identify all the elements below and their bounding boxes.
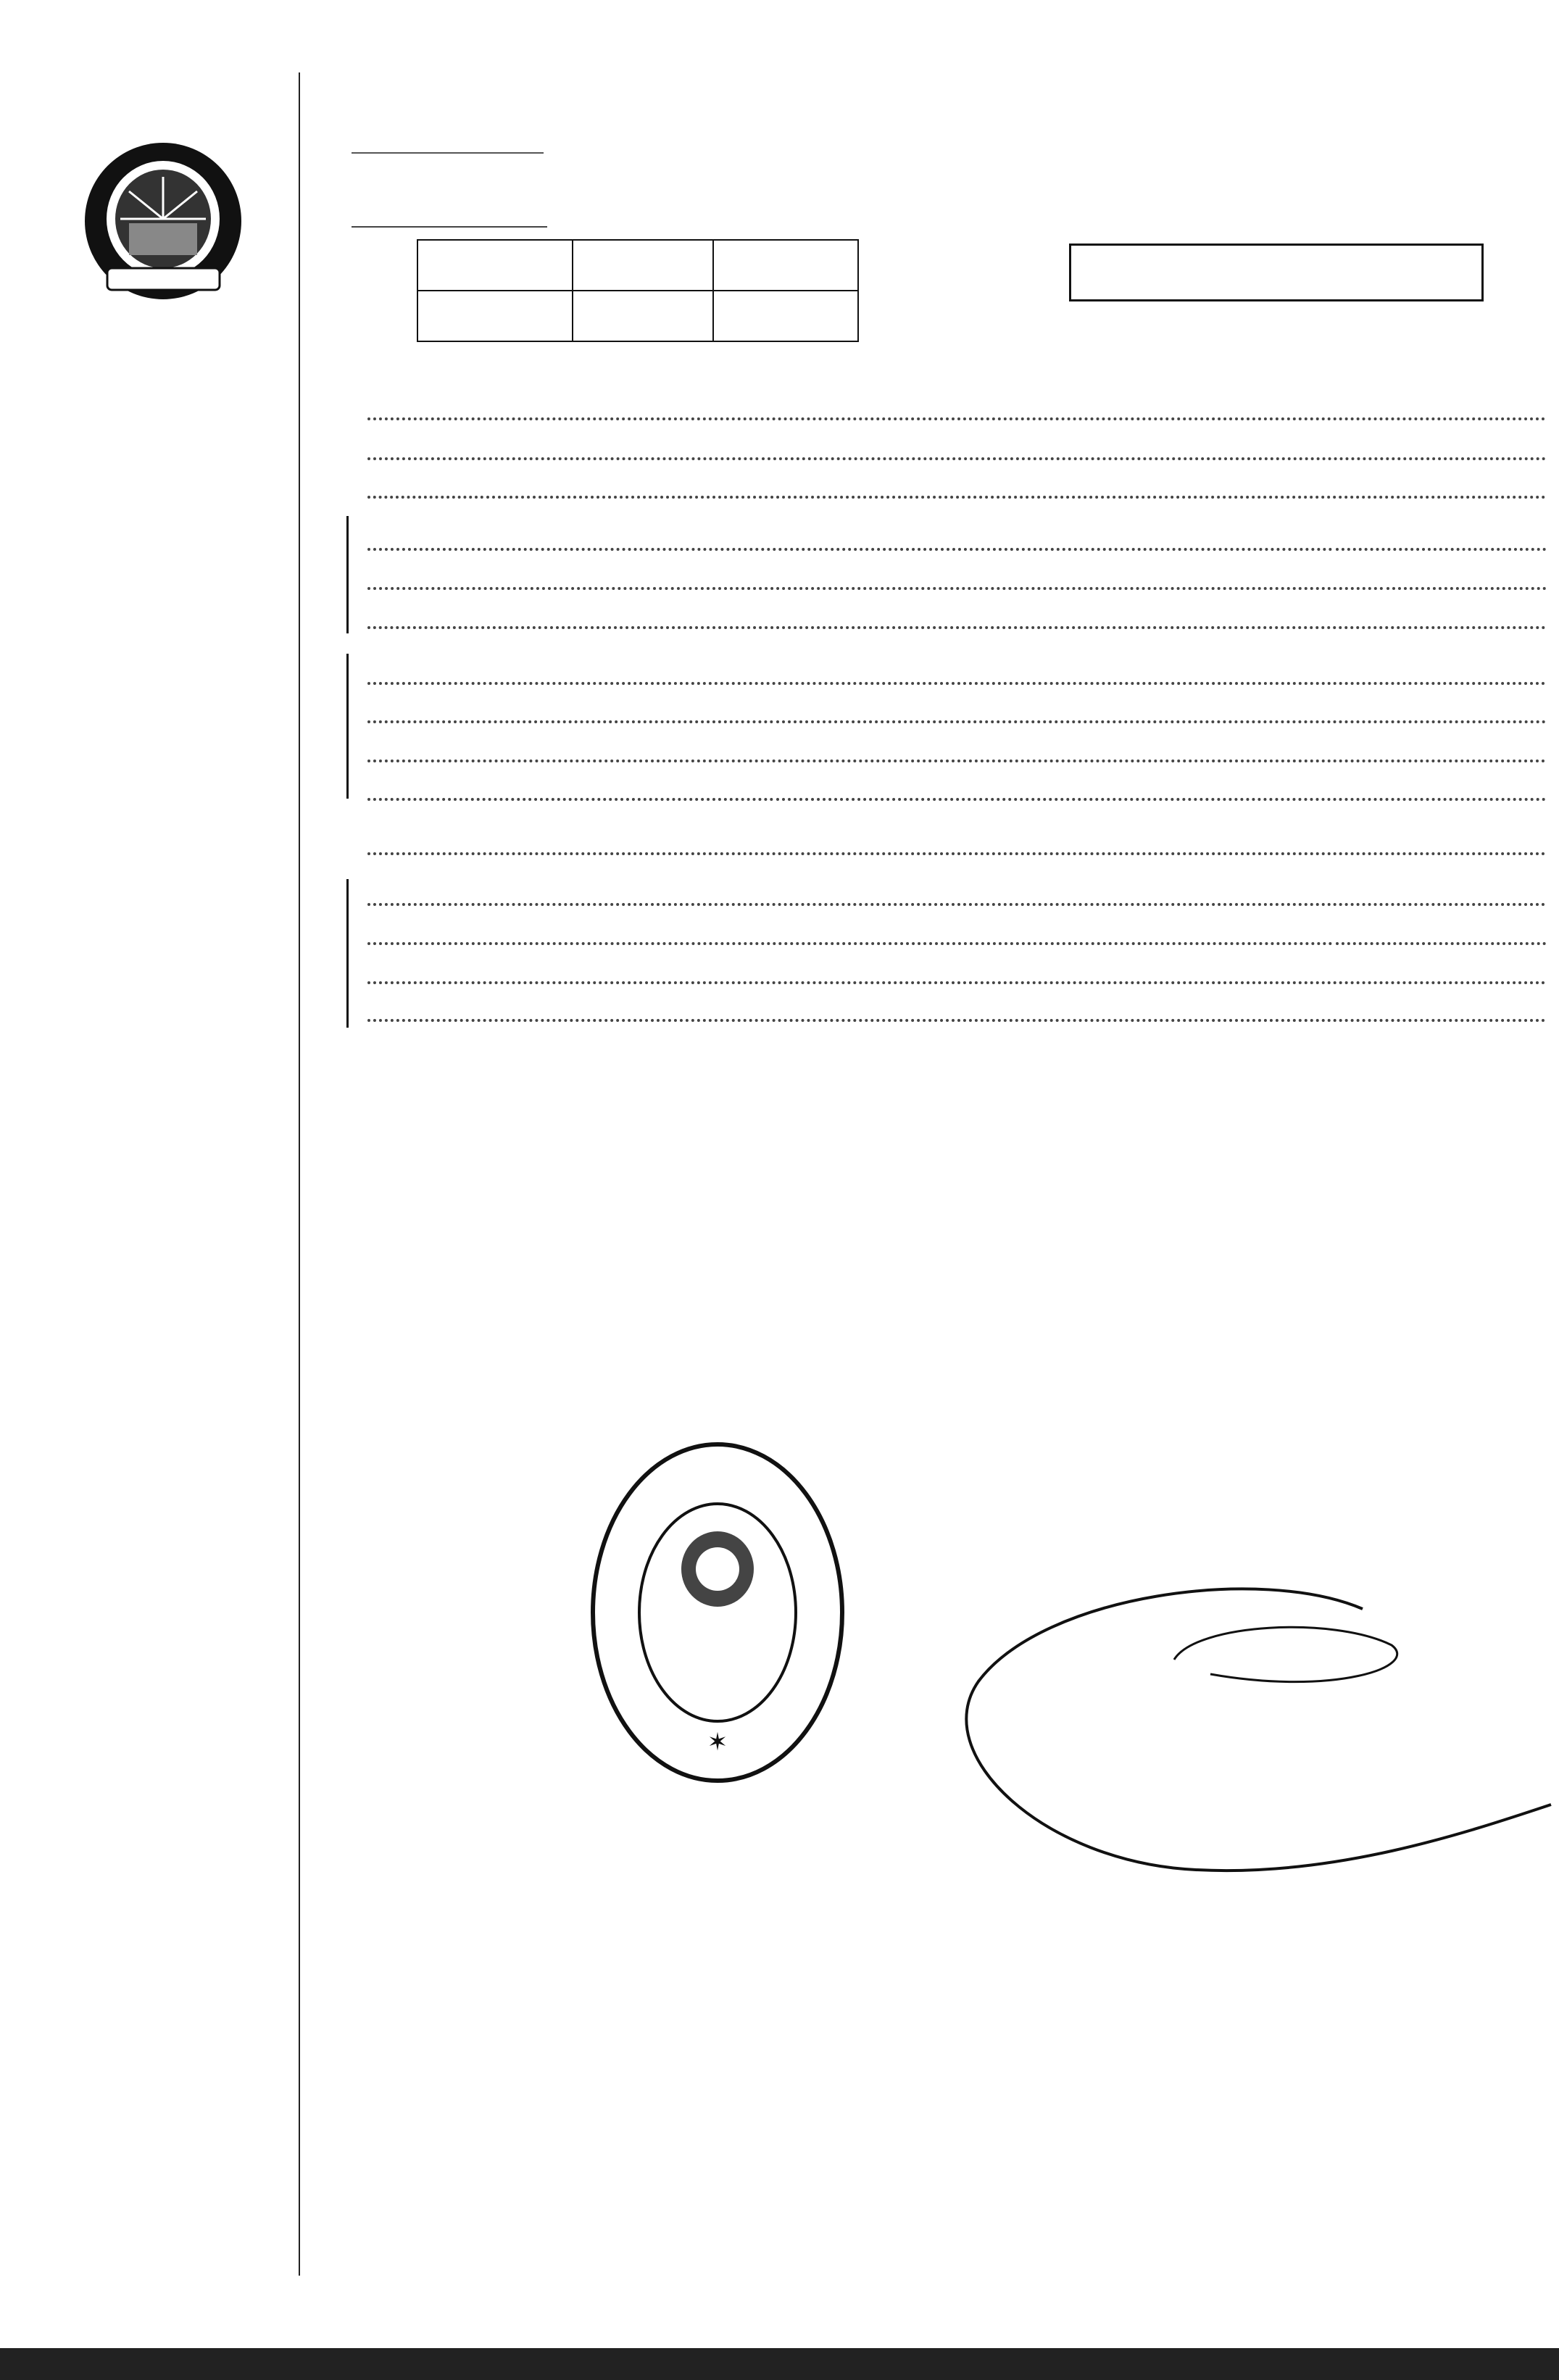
domicilio-field bbox=[367, 962, 1546, 984]
nacido-name-row bbox=[366, 522, 1547, 557]
record-type-box bbox=[1069, 244, 1484, 301]
padres-bracket bbox=[346, 654, 352, 799]
mother-row bbox=[366, 733, 1547, 768]
table-header-tomo bbox=[417, 240, 573, 291]
provincial-coat-of-arms-logo bbox=[78, 138, 249, 304]
cert-field bbox=[367, 884, 1546, 906]
apellido-field bbox=[367, 833, 1546, 855]
father-doc-field bbox=[367, 702, 773, 723]
dni-field bbox=[1336, 529, 1546, 551]
place-row bbox=[366, 391, 1547, 426]
declarante-bracket bbox=[346, 879, 352, 1028]
official-seal bbox=[587, 1439, 848, 1786]
domicilio-row bbox=[366, 955, 1547, 990]
birth-place-field bbox=[544, 607, 1546, 629]
year-row bbox=[366, 470, 1547, 504]
mother-doc-field bbox=[367, 779, 773, 801]
born-year-field bbox=[1387, 568, 1546, 590]
time-field bbox=[367, 607, 541, 629]
authorized-signature bbox=[957, 1565, 1559, 1877]
margin-rule bbox=[299, 72, 300, 2276]
obra-field bbox=[367, 1000, 1546, 1022]
mother-doc-row bbox=[366, 772, 1547, 807]
cert-row bbox=[366, 877, 1547, 912]
serial-rule-top bbox=[352, 152, 544, 154]
place-field bbox=[367, 399, 1546, 420]
name-field bbox=[367, 529, 1333, 551]
sex-field bbox=[367, 568, 650, 590]
registry-table bbox=[417, 239, 859, 342]
table-header-anio bbox=[713, 240, 858, 291]
table-value-acta bbox=[573, 291, 713, 341]
nacido-bracket bbox=[346, 516, 352, 633]
date-row bbox=[366, 431, 1547, 466]
day-field bbox=[367, 438, 759, 460]
born-month-field bbox=[707, 568, 1384, 590]
father-row bbox=[366, 656, 1547, 691]
record-field bbox=[486, 477, 1546, 499]
declarante-field bbox=[367, 923, 1333, 945]
obra-row bbox=[366, 993, 1547, 1028]
year-field bbox=[367, 477, 483, 499]
barcode bbox=[1062, 1371, 1460, 1432]
nacido-birth-row bbox=[366, 561, 1547, 596]
father-nat-field bbox=[776, 702, 1546, 723]
father-doc-row bbox=[366, 694, 1547, 729]
born-day-field bbox=[653, 568, 704, 590]
table-value-anio bbox=[713, 291, 858, 341]
nacido-time-row bbox=[366, 600, 1547, 635]
table-value-tomo bbox=[417, 291, 573, 341]
declarante-row bbox=[366, 916, 1547, 951]
mother-field bbox=[367, 741, 1546, 762]
footer-code-bar bbox=[0, 2348, 1559, 2380]
apellido-row bbox=[366, 826, 1547, 861]
serial-rule-bottom bbox=[352, 226, 547, 228]
mother-nat-field bbox=[776, 779, 1546, 801]
table-header-acta bbox=[573, 240, 713, 291]
father-field bbox=[367, 663, 1546, 685]
declarante-doc-field bbox=[1336, 923, 1546, 945]
handwritten-signatures bbox=[330, 1189, 692, 1319]
month-field bbox=[762, 438, 1546, 460]
star-icon: ✶ bbox=[707, 1728, 728, 1756]
